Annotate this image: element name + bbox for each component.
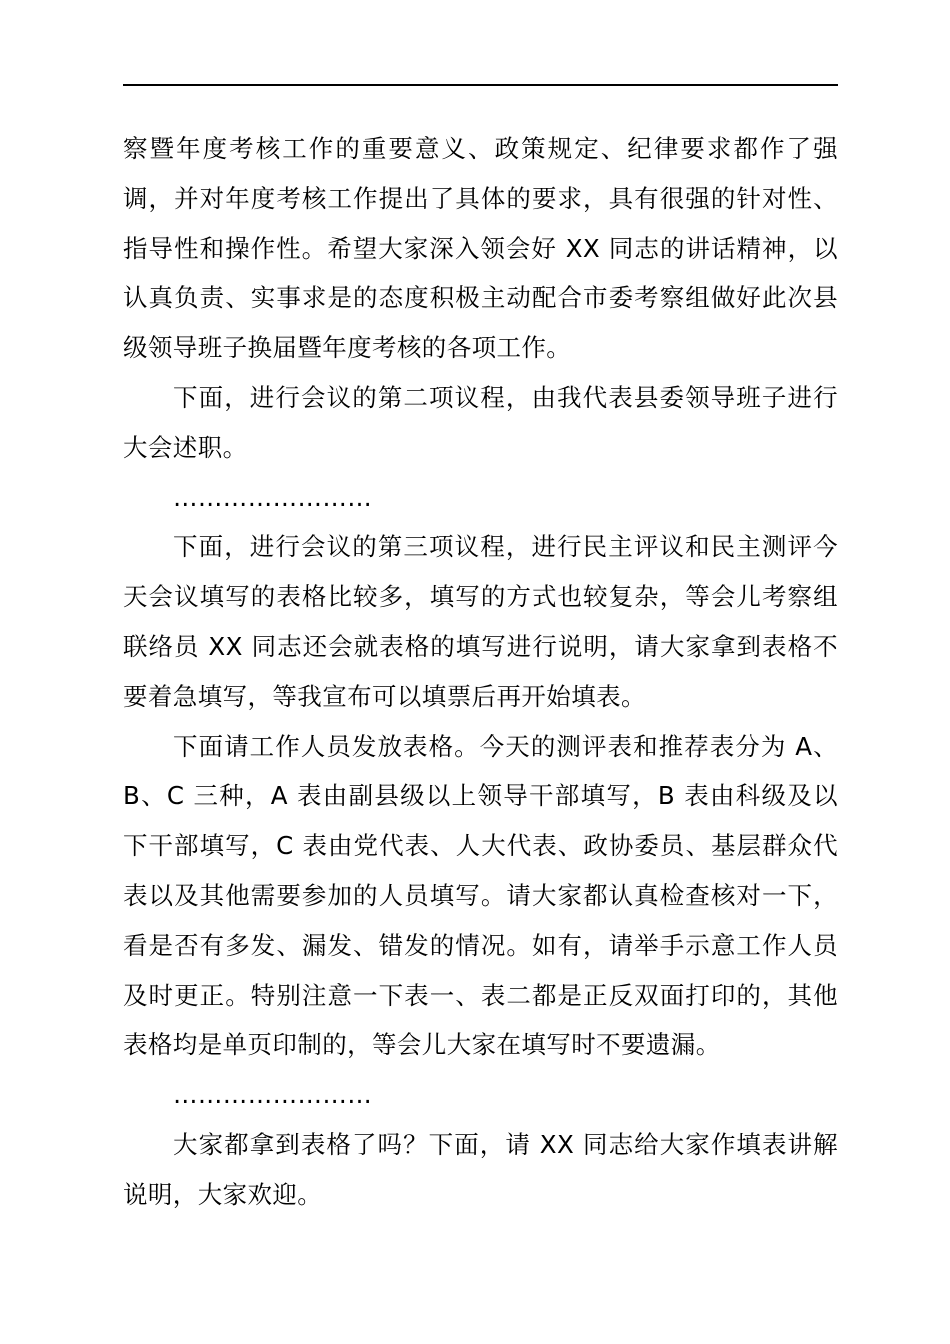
ellipsis-separator: …………………… bbox=[173, 482, 373, 512]
ellipsis-separator: …………………… bbox=[173, 1080, 373, 1110]
paragraph-third-agenda: 下面，进行会议的第三项议程，进行民主评议和民主测评今天会议填写的表格比较多，填写的方式也较复杂，等会儿考察组联络员 XX 同志还会就表格的填写进行说明，请大家拿到表格不要着急填写，等我宣布可以填票后再开始填表。 bbox=[123, 532, 838, 711]
header-rule bbox=[123, 84, 838, 86]
paragraph-form-distribution: 下面请工作人员发放表格。今天的测评表和推荐表分为 A、B、C 三种，A 表由副县级以上领导干部填写，B 表由科级及以下干部填写，C 表由党代表、人大代表、政协委员、基层群众代表以及其他需要参加的人员填写。请大家都认真检查核对一下，看是否有多发、漏发、错发的情况。如有，请举手示意工作人员及时更正。特别注意一下表一、表二都是正反双面打印的，其他表格均是单页印制的，等会儿大家在填写时不要遗漏。 bbox=[123, 731, 838, 1060]
document-body bbox=[123, 124, 838, 1220]
paragraph-closing: 大家都拿到表格了吗？下面，请 XX 同志给大家作填表讲解说明，大家欢迎。 bbox=[123, 1129, 838, 1209]
paragraph-continued: 察暨年度考核工作的重要意义、政策规定、纪律要求都作了强调，并对年度考核工作提出了具体的要求，具有很强的针对性、指导性和操作性。希望大家深入领会好 XX 同志的讲话精神，以认真负责、实事求是的态度积极主动配合市委考察组做好此次县级领导班子换届暨年度考核的各项工作。 bbox=[123, 134, 838, 363]
paragraph-second-agenda: 下面，进行会议的第二项议程，由我代表县委领导班子进行大会述职。 bbox=[123, 382, 838, 462]
